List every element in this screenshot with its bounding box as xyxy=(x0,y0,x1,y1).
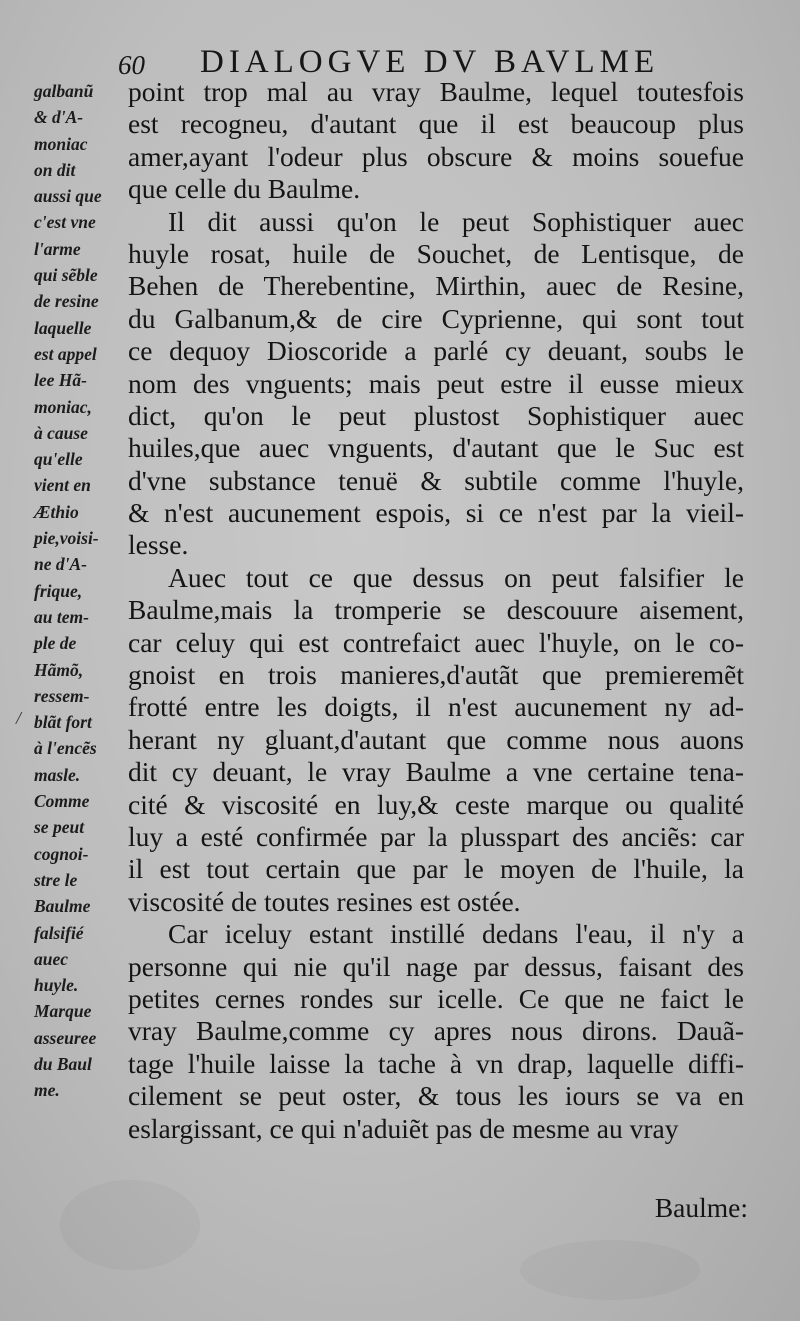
margin-note-line: lee Hã- xyxy=(34,370,87,391)
margin-note-line: Comme xyxy=(34,791,90,812)
margin-note-line: Marque xyxy=(34,1001,92,1022)
margin-note-line: on dit xyxy=(34,159,76,180)
text-line: Baulme,mais la tromperie se descouure aisement, xyxy=(128,594,744,626)
text-line: que celle du Baulme. xyxy=(128,173,361,205)
text-line: Auec tout ce que dessus on peut falsifier le xyxy=(168,561,744,593)
text-line: viscosité de toutes resines est ostée. xyxy=(128,885,521,917)
margin-note-line: laquelle xyxy=(34,317,92,338)
margin-note-line: Hãmõ, xyxy=(34,659,84,680)
margin-note-line: qui sẽble xyxy=(34,265,98,286)
text-line: gnoist en trois manieres,d'autãt que premieremẽt xyxy=(128,659,744,691)
margin-note-line: ple de xyxy=(34,633,77,654)
text-line: luy a esté confirmée par la plusspart des anciẽs: car xyxy=(128,820,744,852)
text-line: est recogneu, d'autant que il est beaucoup plus xyxy=(128,108,744,140)
margin-note-line: à l'encẽs xyxy=(34,738,97,759)
text-line: petites cernes rondes sur icelle. Ce que ne faict le xyxy=(128,982,744,1014)
margin-note-line: galbanũ xyxy=(34,81,94,101)
margin-note-line: moniac xyxy=(34,133,88,154)
margin-note-line: huyle. xyxy=(34,975,79,996)
page-number: 60 xyxy=(118,50,145,80)
margin-note-line: vient en xyxy=(34,475,91,496)
text-line: Behen de Therebentine, Mirthin, auec de Resine, xyxy=(128,270,744,302)
margin-note-line: de resine xyxy=(34,291,99,312)
text-line: vray Baulme,comme cy apres nous dirons. Dauã- xyxy=(128,1015,744,1047)
margin-note-line: Baulme xyxy=(34,896,91,917)
margin-note-line: se peut xyxy=(34,817,85,838)
marginal-notes xyxy=(34,78,130,1104)
margin-note-line: ne d'A- xyxy=(34,554,87,575)
margin-note-line: ressem- xyxy=(34,685,90,706)
text-line: Car iceluy estant instillé dedans l'eau, il n'y a xyxy=(168,918,744,950)
margin-note-line: l'arme xyxy=(34,238,81,259)
margin-note-line: asseuree xyxy=(34,1027,97,1048)
margin-note-line: c'est vne xyxy=(34,212,96,233)
text-line: amer,ayant l'odeur plus obscure & moins souefue xyxy=(128,140,744,172)
margin-note-line: du Baul xyxy=(34,1053,92,1074)
text-line: & n'est aucunement espois, si ce n'est par la vieil- xyxy=(128,497,744,529)
text-line: personne qui nie qu'il nage par dessus, faisant des xyxy=(128,950,744,982)
margin-note-line: est appel xyxy=(34,343,97,364)
margin-note-line: auec xyxy=(34,948,69,969)
text-line: car celuy qui est contrefaict auec l'huyle, on le co- xyxy=(128,626,744,658)
text-line: cilement se peut oster, & tous les iours se va en xyxy=(128,1080,744,1112)
margin-note-line: au tem- xyxy=(34,606,89,627)
paper-stain xyxy=(60,1180,200,1270)
margin-note-line: frique, xyxy=(34,580,83,601)
text-line: Il dit aussi qu'on le peut Sophistiquer auec xyxy=(168,205,744,237)
text-line: dit cy deuant, le vray Baulme a vne certaine tena- xyxy=(128,756,744,788)
body-text xyxy=(128,76,744,1145)
text-line: tage l'huile laisse la tache à vn drap, laquelle diffi- xyxy=(128,1047,744,1079)
text-line: point trop mal au vray Baulme, lequel toutesfois xyxy=(128,76,744,107)
margin-note-line: stre le xyxy=(34,869,78,890)
margin-note-line: aussi que xyxy=(34,186,102,207)
paper-stain xyxy=(520,1240,700,1300)
text-line: herant ny gluant,d'autant que comme nous auons xyxy=(128,723,744,755)
margin-note-line: masle. xyxy=(34,764,81,785)
running-head: DIALOGVE DV BAVLME xyxy=(200,44,660,80)
margin-note-line: qu'elle xyxy=(34,449,83,470)
margin-note-line: moniac, xyxy=(34,396,92,417)
margin-note-line: Æthio xyxy=(34,501,79,522)
text-line: ce dequoy Dioscoride a parlé cy deuant, soubs le xyxy=(128,335,744,367)
catchword: Baulme: xyxy=(654,1192,748,1223)
text-line: frotté entre les doigts, il n'est aucunement ny ad- xyxy=(128,691,744,723)
text-line: huyle rosat, huile de Souchet, de Lentisque, de xyxy=(128,237,744,269)
text-line: nom des vnguents; mais peut estre il eusse mieux xyxy=(128,367,744,399)
margin-note-line: blãt fort xyxy=(34,712,92,733)
text-line: du Galbanum,& de cire Cyprienne, qui sont tout xyxy=(128,302,744,334)
margin-note-line: cognoi- xyxy=(34,843,89,864)
text-line: cité & viscosité en luy,& ceste marque ou qualité xyxy=(128,788,744,820)
margin-note-line: falsifié xyxy=(34,922,84,943)
margin-mark: / xyxy=(16,708,22,728)
text-line: lesse. xyxy=(128,529,189,561)
margin-note-line: me. xyxy=(34,1080,60,1101)
text-line: d'vne substance tenuë & subtile comme l'huyle, xyxy=(128,464,744,496)
margin-note-line: à cause xyxy=(34,422,88,443)
margin-note-line: & d'A- xyxy=(34,107,84,128)
text-line: eslargissant, ce qui n'aduiẽt pas de mesme au vray xyxy=(128,1112,679,1144)
text-line: il est tout certain que par le moyen de l'huile, la xyxy=(128,853,744,885)
text-line: dict, qu'on le peut plustost Sophistiquer auec xyxy=(128,399,744,431)
text-line: huiles,que auec vnguents, d'autant que le Suc est xyxy=(128,432,744,464)
margin-note-line: pie,voisi- xyxy=(34,528,99,549)
